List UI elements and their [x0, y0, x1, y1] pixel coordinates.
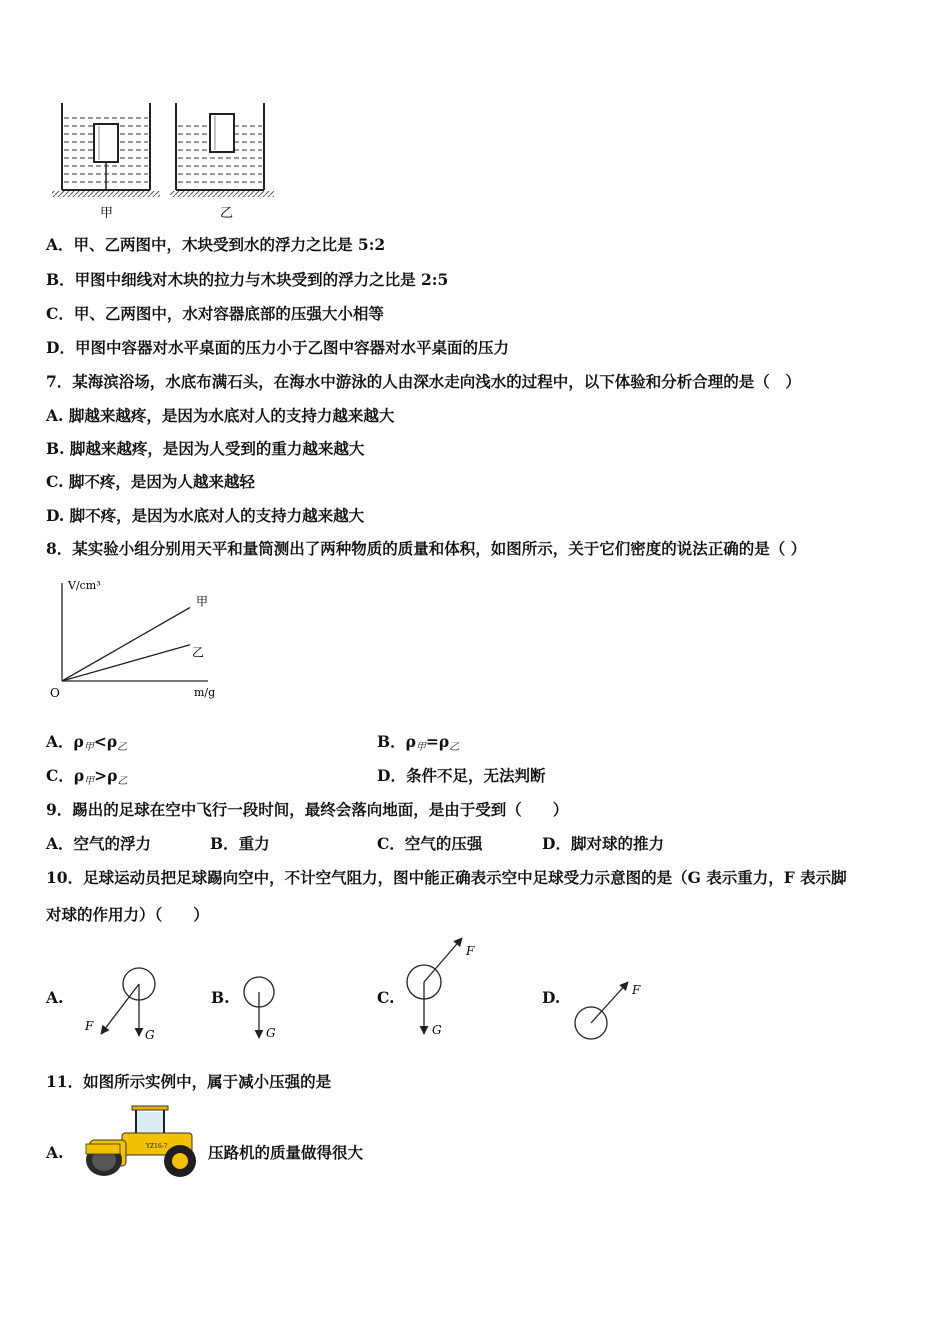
q6-option-d: D．甲图中容器对水平桌面的压力小于乙图中容器对水平桌面的压力 [46, 338, 509, 357]
roller-decal: YZ16-7 [146, 1143, 168, 1150]
q7-option-c: C. 脚不疼，是因为人越来越轻 [46, 472, 255, 491]
diagram-a [84, 968, 155, 1042]
q10-option-d-label: D. [542, 988, 561, 1007]
road-roller-image [82, 1100, 206, 1180]
q6-option-c: C．甲、乙两图中，水对容器底部的压强大小相等 [46, 304, 384, 323]
q11-stem: 11．如图所示实例中，属于减小压强的是 [46, 1072, 332, 1091]
density-chart [40, 575, 220, 705]
q10-stem-line2: 对球的作用力）（ ） [46, 905, 209, 924]
q9-option-c: C．空气的压强 [377, 834, 483, 853]
q8-option-d: D．条件不足，无法判断 [377, 766, 546, 785]
q11-option-a-label: A. [46, 1143, 64, 1162]
q10-stem-line1: 10．足球运动员把足球踢向空中，不计空气阻力，图中能正确表示空中足球受力示意图的是（G 表示重力，F 表示脚 [46, 868, 847, 887]
q6-option-a: A．甲、乙两图中，木块受到水的浮力之比是 5:2 [46, 235, 386, 254]
label-jia: 甲 [100, 206, 114, 221]
series-line-1 [62, 608, 190, 682]
q8-option-b: B．$\rho_甲=\rho_乙$ [377, 732, 460, 753]
label-f-c: F [466, 944, 475, 958]
q11-option-a-text: 压路机的质量做得很大 [208, 1143, 364, 1162]
label-yi: 乙 [220, 206, 234, 221]
q8-stem: 8．某实验小组分别用天平和量筒测出了两种物质的质量和体积，如图所示，关于它们密度的说法正确的是（ ） [46, 539, 807, 558]
force-f-arrow-d [591, 982, 628, 1023]
wood-block-yi [210, 114, 234, 152]
diagram-d [575, 982, 641, 1039]
q7-option-b: B. 脚越来越疼，是因为人受到的重力越来越大 [46, 439, 365, 458]
label-f-d: F [632, 983, 641, 997]
q7-option-a: A. 脚越来越疼，是因为水底对人的支持力越来越大 [46, 406, 395, 425]
diagram-b [244, 977, 276, 1040]
beaker-yi [170, 103, 274, 197]
wood-block-jia [94, 124, 118, 162]
force-f-arrow-a [101, 984, 139, 1034]
x-axis-label: m/g [194, 686, 216, 699]
label-g-a: G [145, 1028, 155, 1042]
q9-stem: 9．踢出的足球在空中飞行一段时间，最终会落向地面，是由于受到（ ） [46, 800, 569, 819]
beaker-jia [52, 103, 160, 197]
force-diagrams [0, 930, 950, 1050]
q7-option-d: D. 脚不疼，是因为水底对人的支持力越来越大 [46, 506, 365, 525]
q8-option-c: C．$\rho_甲>\rho_乙$ [46, 766, 128, 787]
beaker-figure [0, 0, 950, 230]
q9-option-d: D．脚对球的推力 [542, 834, 664, 853]
q8-option-a: A．$\rho_甲<\rho_乙$ [46, 732, 128, 753]
origin-label: O [50, 686, 60, 700]
q10-option-a-label: A. [46, 988, 64, 1007]
series-label-2: 乙 [192, 645, 205, 660]
q9-option-b: B．重力 [210, 834, 270, 853]
q9-option-a: A．空气的浮力 [46, 834, 152, 853]
label-g-b: G [266, 1026, 276, 1040]
label-g-c: G [432, 1023, 442, 1037]
q7-stem: 7．某海滨浴场，水底布满石头，在海水中游泳的人由深水走向浅水的过程中，以下体验和分析合理的是（ ） [46, 372, 801, 391]
y-axis-label: V/cm³ [68, 579, 101, 592]
series-line-2 [62, 645, 190, 681]
q10-option-b-label: B. [211, 988, 230, 1007]
q6-option-b: B．甲图中细线对木块的拉力与木块受到的浮力之比是 2:5 [46, 270, 449, 289]
label-f-a: F [85, 1019, 94, 1033]
force-f-arrow-c [424, 938, 462, 982]
diagram-c [407, 938, 475, 1037]
series-label-1: 甲 [196, 594, 209, 609]
q10-option-c-label: C. [377, 988, 395, 1007]
